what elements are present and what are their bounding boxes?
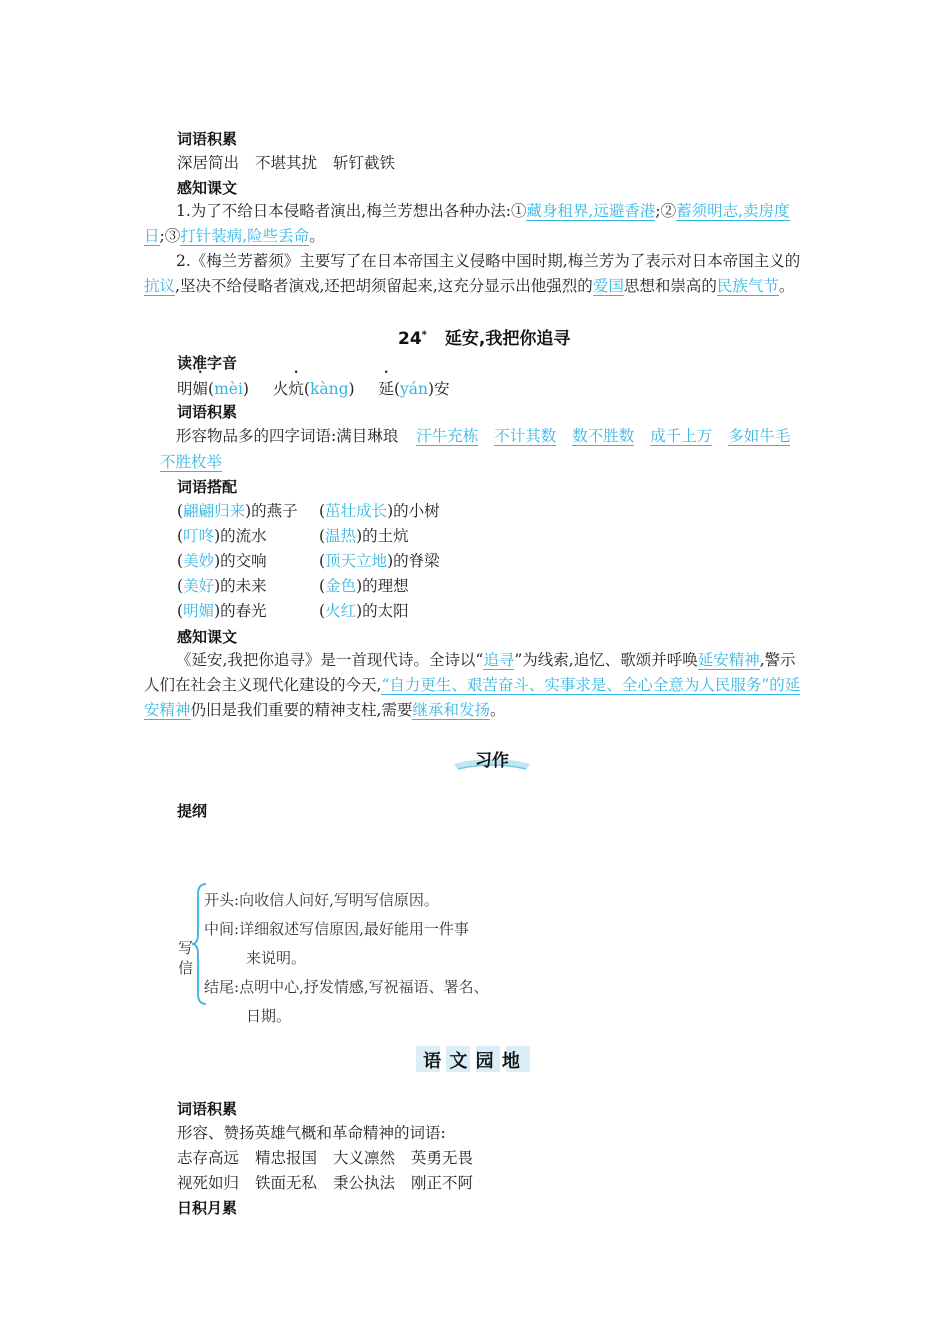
match-item: (美妙)的交响 <box>177 552 267 570</box>
outline-item-opening: 开头:向收信人问好,写明写信原因。 <box>204 891 439 909</box>
match-item: (金色)的理想 <box>319 577 409 595</box>
match-item: (火红)的太阳 <box>319 602 409 620</box>
answer: 蓄须明志,卖房度日 <box>144 202 790 245</box>
perception-paragraph: 《延安,我把你追寻》是一首现代诗。全诗以“追寻”为线索,追忆、歌颂并呼唤延安精神,警示人们在社会主义现代化建设的今天,“自力更生、艰苦奋斗、实事求是、全心全意为人民服务”的延安精神仍旧是我们重要的精神支柱,需要继承和发扬。 <box>144 651 801 719</box>
word-list <box>177 151 395 173</box>
lesson-star: * <box>421 329 427 341</box>
heading-daily-accumulation: 日积月累 <box>177 1199 238 1217</box>
outline-items <box>204 886 489 1031</box>
match-item: (温热)的土炕 <box>319 527 409 545</box>
answer: 汗牛充栋 <box>416 427 479 445</box>
yuwen-intro: 形容、赞扬英雄气概和革命精神的词语: <box>177 1124 446 1142</box>
heading-word-accumulation: 词语积累 <box>177 1100 238 1118</box>
pinyin: yán <box>400 380 428 398</box>
yuwen-banner <box>412 1042 532 1076</box>
xizuo-banner <box>450 742 534 778</box>
heading-text-perception: 感知课文 <box>177 628 238 646</box>
match-item: (顶天立地)的脊梁 <box>319 552 440 570</box>
pron-item: 延(yán)安 <box>378 380 450 398</box>
word-item: 不堪其扰 <box>255 154 318 172</box>
matching-col-right <box>319 499 440 624</box>
answer: 追寻 <box>483 651 515 669</box>
answer: 多如牛毛 <box>728 427 791 445</box>
answer: 不胜枚举 <box>160 453 223 471</box>
yuwen-word-row: 视死如归 铁面无私 秉公执法 刚正不阿 <box>177 1174 474 1192</box>
pron-item: 明媚(mèi) <box>177 380 249 398</box>
answer: 继承和发扬 <box>412 701 490 719</box>
heading-word-matching: 词语搭配 <box>177 478 238 496</box>
outline-root: 写信 <box>178 939 194 977</box>
pinyin: kàng <box>309 380 349 398</box>
paragraph-1: 1.为了不给日本侵略者演出,梅兰芳想出各种办法:①藏身租界,远避香港;②蓄须明志,卖房度日;③打针装病,险些丢命。 <box>144 202 790 245</box>
answer: “自力更生、艰苦奋斗、实事求是、全心全意为人民服务”的延安精神 <box>144 676 801 719</box>
lesson-name: 延安,我把你追寻 <box>444 329 571 349</box>
match-item: (明媚)的春光 <box>177 602 267 620</box>
match-item: (茁壮成长)的小树 <box>319 502 440 520</box>
word-item: 深居简出 <box>177 154 240 172</box>
heading-word-accumulation: 词语积累 <box>177 403 238 421</box>
answer: 抗议 <box>144 277 176 295</box>
yuwen-word-row: 志存高远 精忠报国 大义凛然 英勇无畏 <box>177 1149 474 1167</box>
answer: 不计其数 <box>494 427 557 445</box>
heading-pronunciation: 读准字音 <box>177 354 238 372</box>
word-item: 斩钉截铁 <box>333 154 396 172</box>
banner-title: 习作 <box>475 751 509 771</box>
outline-item-ending-cont: 日期。 <box>246 1007 292 1025</box>
heading-text-perception: 感知课文 <box>177 179 238 197</box>
match-item: (翩翩归来)的燕子 <box>177 502 298 520</box>
answer: 打针装病,险些丢命 <box>180 227 310 245</box>
lesson-title <box>398 324 570 349</box>
words-paragraph: 形容物品多的四字词语:满目琳琅 汗牛充栋 不计其数 数不胜数 成千上万 多如牛毛不胜枚举 <box>160 427 791 471</box>
answer: 民族气节 <box>716 277 779 295</box>
pronunciation-list <box>177 377 450 399</box>
outline-item-middle-cont: 来说明。 <box>246 949 307 967</box>
pron-item: 火炕(kàng) <box>272 380 355 398</box>
match-item: (叮咚)的流水 <box>177 527 267 545</box>
banner-title: 语 文 园 地 <box>423 1051 521 1072</box>
heading-outline: 提纲 <box>177 802 208 820</box>
answer: 藏身租界,远避香港 <box>526 202 656 220</box>
answer: 数不胜数 <box>572 427 635 445</box>
answer: 延安精神 <box>697 651 760 669</box>
answer: 成千上万 <box>650 427 713 445</box>
answer: 爱国 <box>592 277 624 295</box>
paragraph-2: 2.《梅兰芳蓄须》主要写了在日本帝国主义侵略中国时期,梅兰芳为了表示对日本帝国主义的抗议,坚决不给侵略者演戏,还把胡须留起来,这充分显示出他强烈的爱国思想和崇高的民族气节。 <box>144 252 801 295</box>
matching-col-left <box>177 499 298 624</box>
heading-word-accumulation: 词语积累 <box>177 130 238 148</box>
lesson-number: 24 <box>398 329 422 349</box>
pinyin: mèi <box>214 380 243 398</box>
outline-item-ending: 结尾:点明中心,抒发情感,写祝福语、署名、 <box>204 978 489 996</box>
outline-item-middle: 中间:详细叙述写信原因,最好能用一件事 <box>204 920 469 938</box>
match-item: (美好)的未来 <box>177 577 267 595</box>
